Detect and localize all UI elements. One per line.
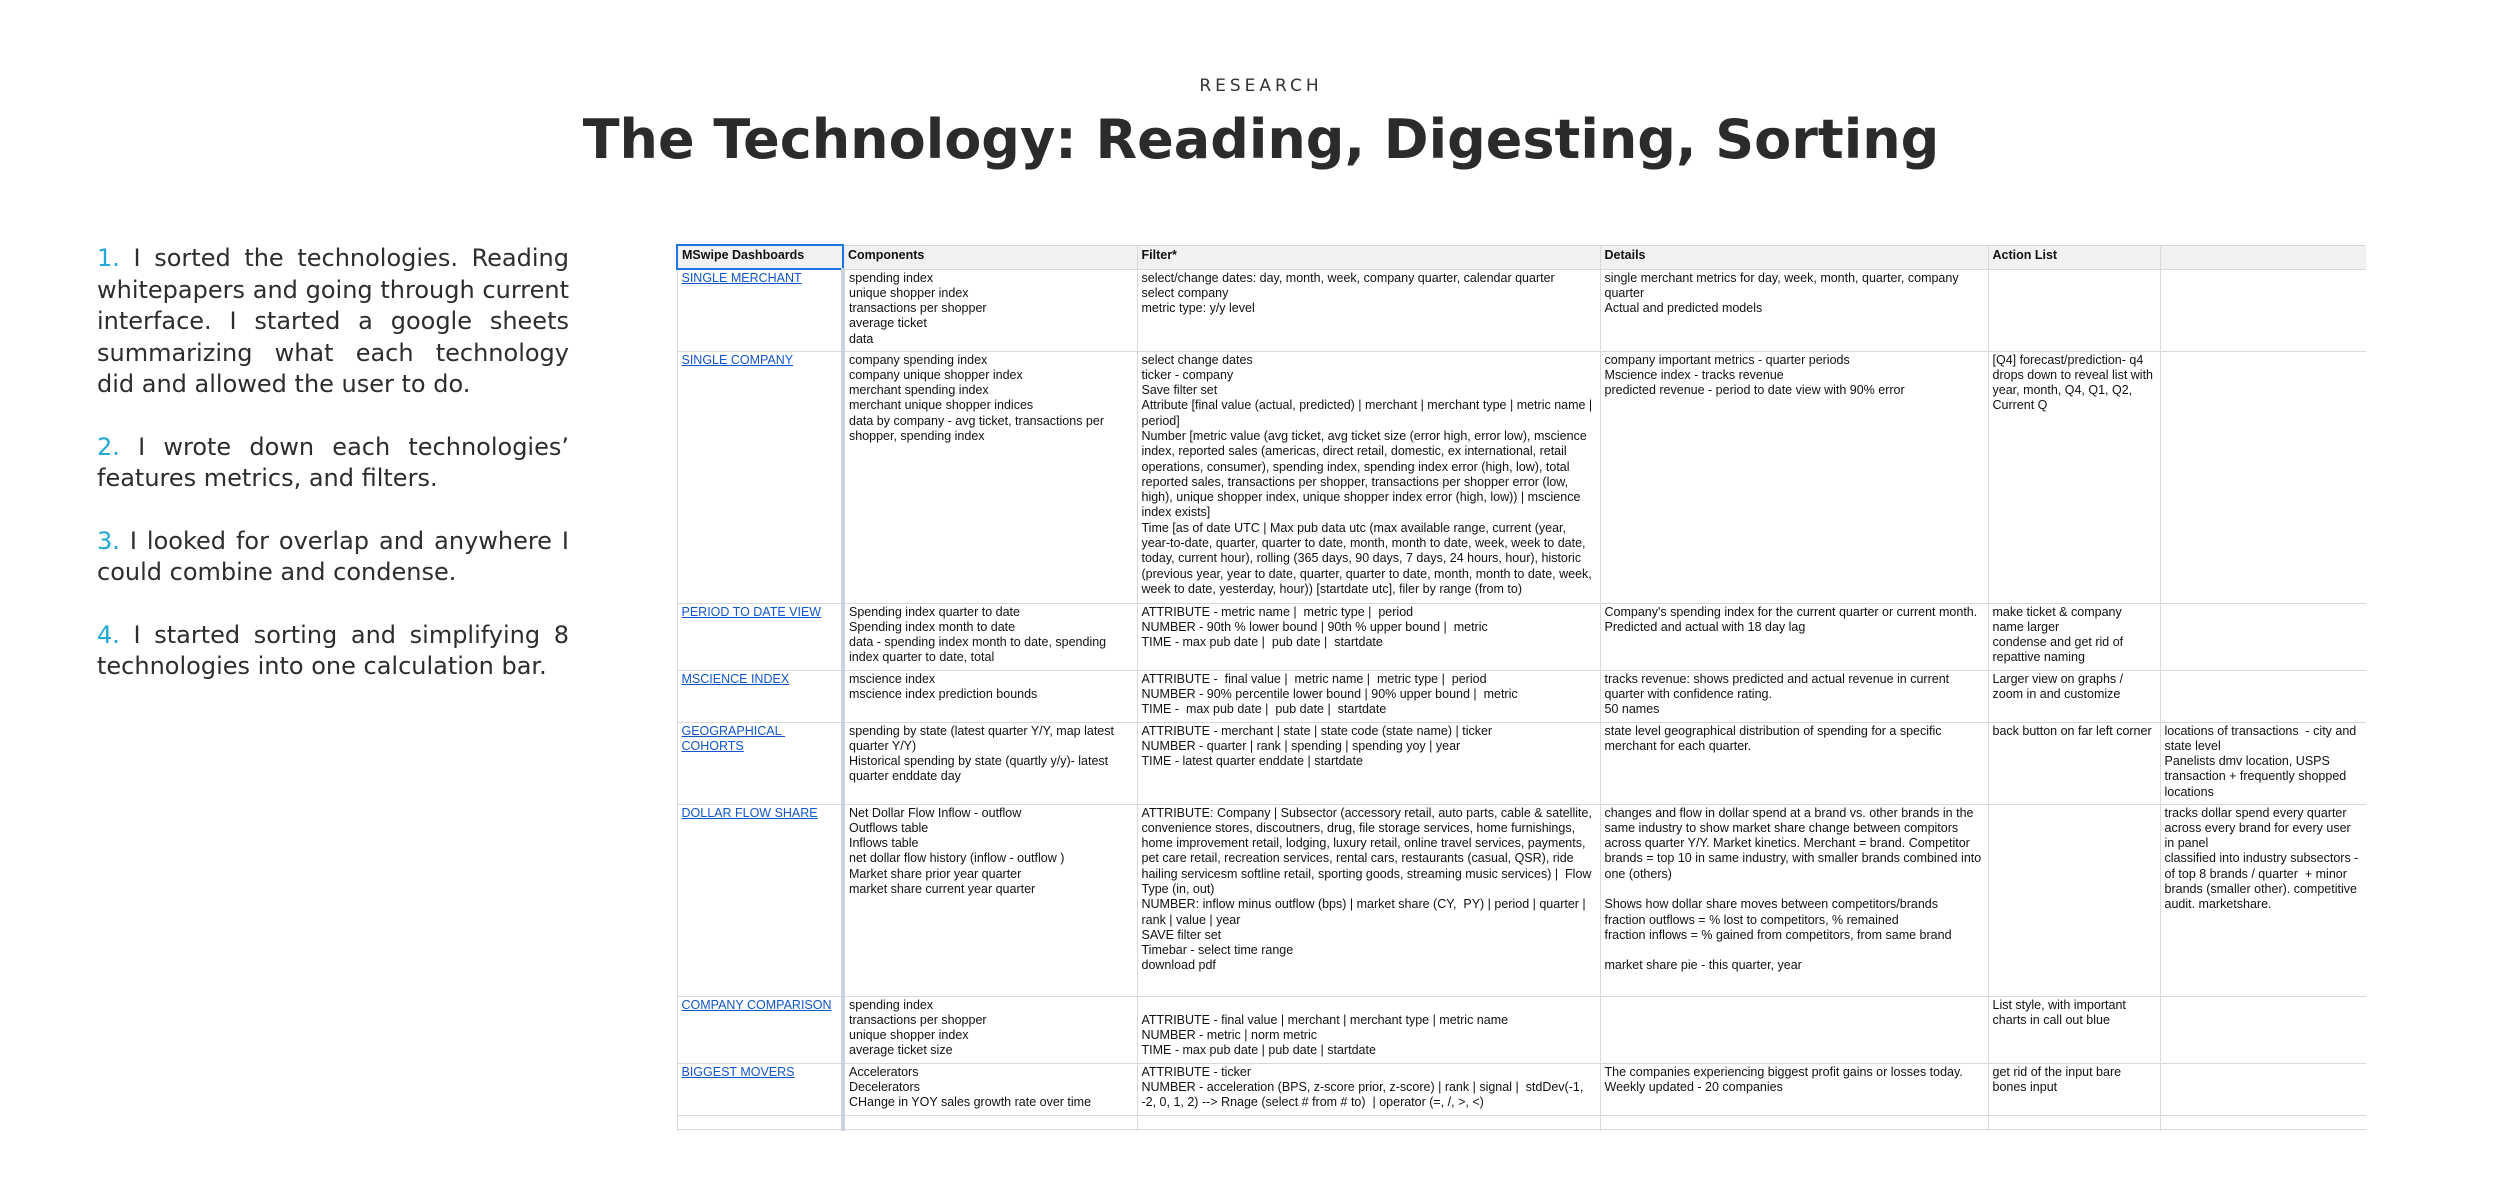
- step-number: 1.: [97, 244, 120, 272]
- filter-cell[interactable]: ATTRIBUTE - ticker NUMBER - acceleration (BPS, z-score prior, z-score) | rank | signal | stdDev(-1, -2, 0, 1, 2) --> Rnage (select # from # to) | operator (=, /, >, <): [1137, 1063, 1600, 1115]
- empty-cell[interactable]: [2160, 1115, 2366, 1129]
- details-cell[interactable]: changes and flow in dollar spend at a brand vs. other brands in the same industry to show market share change between compitors across quarter Y/Y. Market kinetics. Merchant = brand. Competitor brands = top 10 in same industry, with smaller brands combined into one (others) Shows how dollar share moves between competitors/brands fraction outflows = % lost to competitors, % remained fraction inflows = % gained from competitors, from same brand market share pie - this quarter, year: [1600, 804, 1988, 996]
- page-title: The Technology: Reading, Digesting, Sorting: [582, 108, 1940, 171]
- step-text: I wrote down each technologies’ features metrics, and filters.: [97, 432, 569, 492]
- empty-row: [677, 1115, 2366, 1129]
- step-number: 4.: [97, 620, 120, 649]
- research-spreadsheet: [676, 244, 2366, 1131]
- step-item: [97, 243, 569, 401]
- details-cell[interactable]: Company's spending index for the current quarter or current month. Predicted and actual with 18 day lag: [1600, 603, 1988, 670]
- extra-cell[interactable]: locations of transactions - city and state level Panelists dmv location, USPS transaction + frequently shopped locations: [2160, 722, 2366, 804]
- components-cell[interactable]: Net Dollar Flow Inflow - outflow Outflows table Inflows table net dollar flow history (inflow - outflow ) Market share prior year quarter market share current year quarter: [843, 804, 1137, 996]
- extra-cell[interactable]: [2160, 1063, 2366, 1115]
- empty-cell[interactable]: [1137, 1115, 1600, 1129]
- details-cell[interactable]: state level geographical distribution of spending for a specific merchant for each quarter.: [1600, 722, 1988, 804]
- step-item: [97, 432, 569, 495]
- empty-cell[interactable]: [1988, 1129, 2160, 1131]
- steps-list: [97, 243, 569, 714]
- details-cell[interactable]: tracks revenue: shows predicted and actual revenue in current quarter with confidence rating. 50 names: [1600, 670, 1988, 722]
- filter-cell[interactable]: ATTRIBUTE - final value | metric name | metric type | period NUMBER - 90% percentile lower bound | 90% upper bound | metric TIME - max pub date | pub date | startdate: [1137, 670, 1600, 722]
- empty-cell[interactable]: [677, 1129, 843, 1131]
- components-cell[interactable]: Spending index quarter to date Spending index month to date data - spending index month to date, spending index quarter to date, total: [843, 603, 1137, 670]
- table-row: [677, 351, 2366, 603]
- table-row: [677, 269, 2366, 351]
- empty-cell[interactable]: [843, 1115, 1137, 1129]
- action-cell[interactable]: [1988, 269, 2160, 351]
- filter-cell[interactable]: ATTRIBUTE - final value | merchant | merchant type | metric name NUMBER - metric | norm metric TIME - max pub date | pub date | startdate: [1137, 996, 1600, 1063]
- header-cell-action-list[interactable]: Action List: [1988, 245, 2160, 269]
- empty-cell[interactable]: [1137, 1129, 1600, 1131]
- header-cell-details[interactable]: Details: [1600, 245, 1988, 269]
- details-cell[interactable]: company important metrics - quarter periods Mscience index - tracks revenue predicted revenue - period to date view with 90% error: [1600, 351, 1988, 603]
- empty-cell[interactable]: [677, 1115, 843, 1129]
- dashboard-link[interactable]: COMPANY COMPARISON: [677, 996, 843, 1063]
- dashboard-link[interactable]: PERIOD TO DATE VIEW: [677, 603, 843, 670]
- filter-cell[interactable]: select/change dates: day, month, week, company quarter, calendar quarter select company metric type: y/y level: [1137, 269, 1600, 351]
- empty-cell[interactable]: [1600, 1115, 1988, 1129]
- extra-cell[interactable]: [2160, 603, 2366, 670]
- header-cell-components[interactable]: Components: [843, 245, 1137, 269]
- table-row: [677, 722, 2366, 804]
- table-row: [677, 804, 2366, 996]
- components-cell[interactable]: Accelerators Decelerators CHange in YOY sales growth rate over time: [843, 1063, 1137, 1115]
- details-cell[interactable]: single merchant metrics for day, week, month, quarter, company quarter Actual and predicted models: [1600, 269, 1988, 351]
- table-row: [677, 996, 2366, 1063]
- action-cell[interactable]: make ticket & company name larger condense and get rid of repattive naming: [1988, 603, 2160, 670]
- table-row: [677, 603, 2366, 670]
- step-text: I started sorting and simplifying 8 technologies into one calculation bar.: [97, 620, 569, 680]
- empty-cell[interactable]: [2160, 1129, 2366, 1131]
- filter-cell[interactable]: select change dates ticker - company Save filter set Attribute [final value (actual, predicted) | merchant | merchant type | metric name | period] Number [metric value (avg ticket, avg ticket size (error high, error low), mscience index, reported sales (americas, direct retail, domestic, ex international, retail operations, consumer), spending index, spending index error (high, low), total reported sales, transactions per shopper, transactions per shopper error (low, high), unique shopper index, unique shopper index error (high, low)) | mscience index exists] Time [as of date UTC | Max pub data utc (max available range, current (year, year-to-date, quarter, quarter to date, month, month to date, week, week to date, today, current hour), rolling (365 days, 90 days, 7 days, 24 hours, hour), historic (previous year, year to date, quarter, quarter to date, month, month to date, week, week to date, yesterday, hour)) [startdate utc], filer by range (from to): [1137, 351, 1600, 603]
- action-cell[interactable]: Larger view on graphs / zoom in and customize: [1988, 670, 2160, 722]
- section-eyebrow: RESEARCH: [1199, 76, 1323, 96]
- action-cell[interactable]: [Q4] forecast/prediction- q4 drops down to reveal list with year, month, Q4, Q1, Q2, Current Q: [1988, 351, 2160, 603]
- table-row: [677, 1063, 2366, 1115]
- header-row: [677, 245, 2366, 269]
- step-number: 3.: [97, 526, 120, 555]
- header-cell-empty[interactable]: [2160, 245, 2366, 269]
- extra-cell[interactable]: tracks dollar spend every quarter across every brand for every user in panel classified into industry subsectors - of top 8 brands / quarter + minor brands (smaller other). competitive audit. marketshare.: [2160, 804, 2366, 996]
- extra-cell[interactable]: [2160, 996, 2366, 1063]
- components-cell[interactable]: spending index transactions per shopper unique shopper index average ticket size: [843, 996, 1137, 1063]
- components-cell[interactable]: mscience index mscience index prediction bounds: [843, 670, 1137, 722]
- details-cell[interactable]: [1600, 996, 1988, 1063]
- dashboard-link[interactable]: SINGLE COMPANY: [677, 351, 843, 603]
- extra-cell[interactable]: [2160, 269, 2366, 351]
- step-number: 2.: [97, 432, 120, 461]
- dashboard-link[interactable]: BIGGEST MOVERS: [677, 1063, 843, 1115]
- dashboard-link[interactable]: SINGLE MERCHANT: [677, 269, 843, 351]
- empty-row: [677, 1129, 2366, 1131]
- filter-cell[interactable]: ATTRIBUTE - merchant | state | state code (state name) | ticker NUMBER - quarter | rank | spending | spending yoy | year TIME - latest quarter enddate | startdate: [1137, 722, 1600, 804]
- spreadsheet-screenshot: [676, 244, 2366, 1131]
- extra-cell[interactable]: [2160, 670, 2366, 722]
- details-cell[interactable]: The companies experiencing biggest profit gains or losses today. Weekly updated - 20 companies: [1600, 1063, 1988, 1115]
- empty-cell[interactable]: [843, 1129, 1137, 1131]
- step-item: [97, 620, 569, 683]
- action-cell[interactable]: get rid of the input bare bones input: [1988, 1063, 2160, 1115]
- action-cell[interactable]: back button on far left corner: [1988, 722, 2160, 804]
- action-cell[interactable]: List style, with important charts in call out blue: [1988, 996, 2160, 1063]
- components-cell[interactable]: spending by state (latest quarter Y/Y, map latest quarter Y/Y) Historical spending by state (quartly y/y)- latest quarter enddate day: [843, 722, 1137, 804]
- action-cell[interactable]: [1988, 804, 2160, 996]
- step-text: I looked for overlap and anywhere I could combine and condense.: [97, 526, 569, 586]
- empty-cell[interactable]: [1600, 1129, 1988, 1131]
- header-cell-filter[interactable]: Filter*: [1137, 245, 1600, 269]
- filter-cell[interactable]: ATTRIBUTE - metric name | metric type | period NUMBER - 90th % lower bound | 90th % upper bound | metric TIME - max pub date | pub date | startdate: [1137, 603, 1600, 670]
- dashboard-link[interactable]: GEOGRAPHICAL COHORTS: [677, 722, 843, 804]
- components-cell[interactable]: company spending index company unique shopper index merchant spending index merchant unique shopper indices data by company - avg ticket, transactions per shopper, spending index: [843, 351, 1137, 603]
- empty-cell[interactable]: [1988, 1115, 2160, 1129]
- dashboard-link[interactable]: MSCIENCE INDEX: [677, 670, 843, 722]
- table-row: [677, 670, 2366, 722]
- extra-cell[interactable]: [2160, 351, 2366, 603]
- filter-cell[interactable]: ATTRIBUTE: Company | Subsector (accessory retail, auto parts, cable & satellite, convenience stores, discoutners, drug, file storage services, home furnishings, home improvement retail, lodging, luxury retail, online travel services, payments, pet care retail, recreation services, rental cars, restaurants (casual, QSR), ride hailing servicesm softline retail, sporting goods, streaming music services) | Flow Type (in, out) NUMBER: inflow minus outflow (bps) | market share (CY, PY) | period | quarter | rank | value | year SAVE filter set Timebar - select time range download pdf: [1137, 804, 1600, 996]
- step-text: I sorted the technologies. Reading whitepapers and going through current interface. I started a google sheets summarizing what each technology did and allowed the user to do.: [97, 244, 569, 398]
- dashboard-link[interactable]: DOLLAR FLOW SHARE: [677, 804, 843, 996]
- header-cell-dashboards[interactable]: MSwipe Dashboards: [677, 245, 843, 269]
- components-cell[interactable]: spending index unique shopper index transactions per shopper average ticket data: [843, 269, 1137, 351]
- step-item: [97, 526, 569, 589]
